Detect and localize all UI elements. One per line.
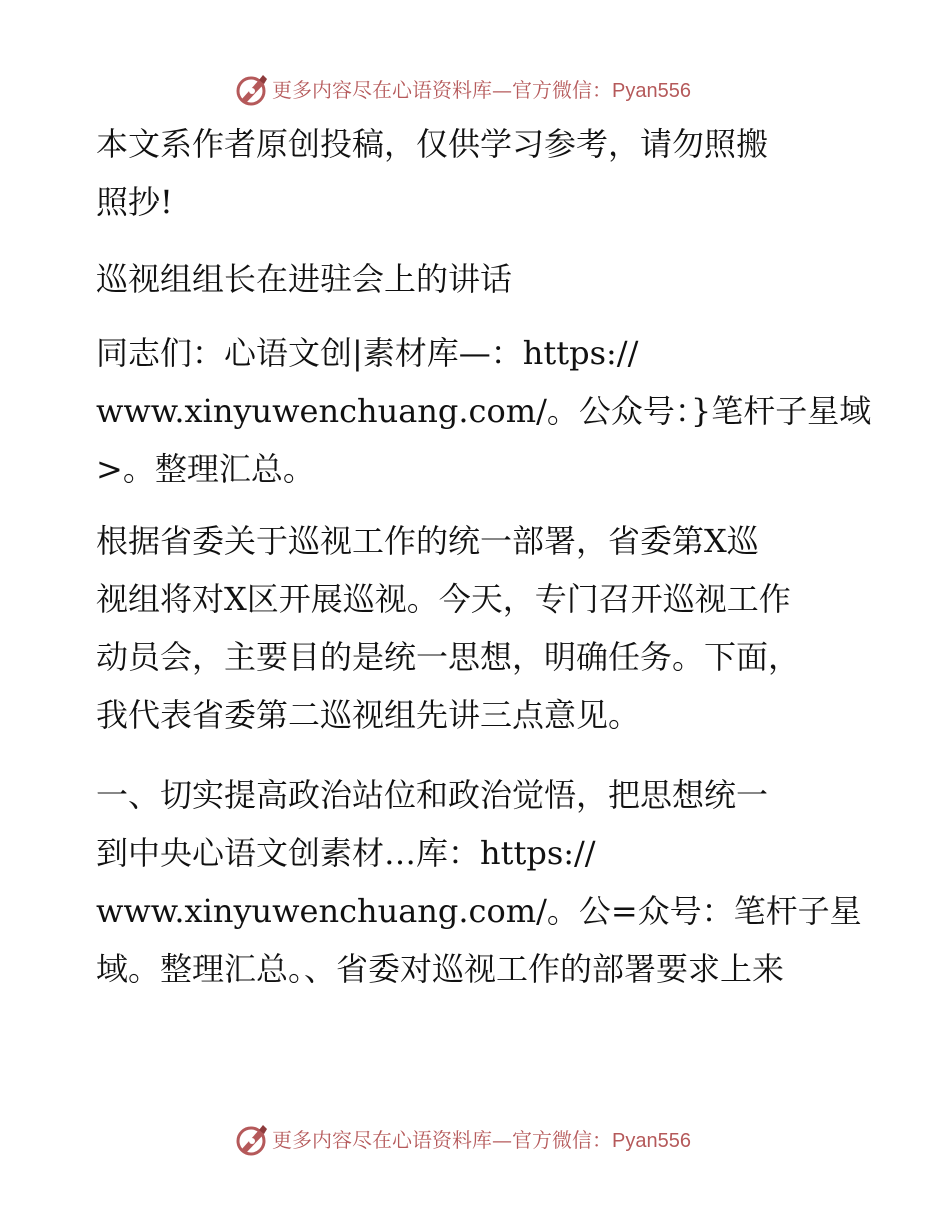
- text-line: 动员会，主要目的是统一思想，明确任务。下面，: [96, 638, 801, 676]
- paragraph-section-one: [96, 766, 862, 998]
- text-line: 域。整理汇总。、省委对巡视工作的部署要求上来: [96, 950, 785, 988]
- banner-wechat-id: Pyan556: [612, 80, 691, 102]
- header-banner[interactable]: [0, 68, 950, 112]
- text-line: 照抄!: [96, 183, 173, 221]
- text-line: 本文系作者原创投稿，仅供学习参考，请勿照搬: [96, 125, 769, 163]
- footer-banner[interactable]: [0, 1118, 950, 1162]
- banner-prefix: 更多内容尽在心语资料库—官方微信：: [272, 78, 612, 102]
- paragraph-intro: [96, 512, 856, 744]
- text-line: 我代表省委第二巡视组先讲三点意见。: [96, 696, 641, 734]
- banner-wechat-id: Pyan556: [612, 1130, 691, 1152]
- pen-circle-logo-icon: [232, 70, 272, 110]
- banner-text: [272, 76, 691, 105]
- banner-prefix: 更多内容尽在心语资料库—官方微信：: [272, 1128, 612, 1152]
- text-line: www.xinyuwenchuang.com/。公=众号：笔杆子星: [96, 892, 862, 930]
- text-line: 到中央心语文创素材…库：https://: [96, 834, 596, 872]
- text-line: 根据省委关于巡视工作的统一部署，省委第X巡: [96, 522, 759, 560]
- paragraph-copyright-notice: [96, 115, 856, 231]
- banner-text: [272, 1126, 691, 1155]
- text-line: 巡视组组长在进驻会上的讲话: [96, 260, 513, 298]
- document-title: [96, 250, 856, 308]
- text-line: 同志们：心语文创|素材库—：https://: [96, 334, 639, 372]
- text-line: www.xinyuwenchuang.com/。公众号：}笔杆子星域: [96, 392, 872, 430]
- paragraph-greeting: [96, 324, 872, 498]
- text-line: 一、切实提高政治站位和政治觉悟，把思想统一: [96, 776, 769, 814]
- text-line: >。整理汇总。: [96, 450, 315, 488]
- text-line: 视组将对X区开展巡视。今天，专门召开巡视工作: [96, 580, 791, 618]
- pen-circle-logo-icon: [232, 1120, 272, 1160]
